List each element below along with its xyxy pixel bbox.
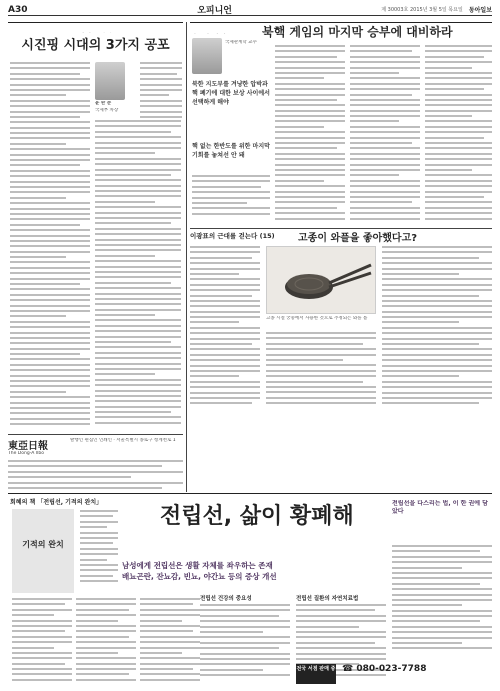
story-title: 고종이 와플을 좋아했다고? (298, 233, 418, 243)
article-body-left-b (95, 120, 181, 430)
page-number: A30 (8, 4, 28, 15)
pullquote-2: 핵 없는 한반도를 위한 마지막 기회를 놓쳐선 안 돼 (192, 143, 270, 159)
ad-book-blurb (80, 510, 118, 592)
column-divider (186, 22, 187, 492)
masthead-info: 발행인 편집인 인쇄인 · 서울특별시 종로구 청계천로 1 (70, 438, 176, 443)
ad-body-c (140, 598, 200, 686)
ad-phone-number: 080-023-7788 (356, 664, 427, 674)
waffle-iron-illustration (267, 247, 376, 314)
section-title: 오피니언 (197, 6, 232, 16)
rule-top-right (190, 22, 492, 23)
ad-side-body (392, 545, 492, 655)
column-kicker-left (8, 24, 183, 33)
ad-order-label: 전국 서점 판매 중 (296, 664, 336, 684)
ad-book-cover (12, 509, 74, 593)
ad-phone (342, 664, 492, 676)
masthead-name: 東亞日報 (8, 441, 48, 451)
story-body-b (266, 332, 376, 406)
issue-meta: 제 30003호 2015년 3월 5일 목요일 (381, 7, 463, 13)
byline-left: 윤 완 준 (95, 101, 112, 106)
story-photo-waffle-iron (266, 246, 376, 314)
byline-sub-right: 국제관계학 교수 (225, 40, 257, 45)
article-body-right-d (425, 45, 492, 223)
ad-col-heading-2: 전립선 질환의 자연치료법 (296, 596, 359, 602)
ad-body-d (200, 604, 290, 686)
story-body-a (190, 246, 260, 406)
story-kicker (190, 231, 310, 240)
story-caption: 고종 시절 궁중에서 사용한 것으로 추정되는 와플 틀 (266, 316, 368, 321)
ad-body-b (76, 598, 136, 686)
ad-body-a (12, 598, 72, 686)
ad-label: 회혜의 책 「전립선, 기적의 완치」 (10, 499, 103, 506)
column-title-right: 북핵 게임의 마지막 승부에 대비하라 (262, 25, 453, 39)
brand-name: 동아일보 (468, 7, 492, 14)
article-body-left-a (10, 62, 90, 430)
columnist-photo-right (192, 38, 222, 74)
ad-side-note: 전립선을 다스리는 법, 이 한 권에 담았다 (392, 500, 488, 515)
rule-top-left (8, 22, 183, 23)
column-title-left: 시진핑 시대의 3가지 공포 (21, 38, 170, 53)
rule-ad (8, 493, 492, 494)
article-body-right-c (350, 45, 420, 223)
ad-subhead-2: 배뇨곤란, 잔뇨감, 빈뇨, 야간뇨 등의 증상 개선 (122, 572, 277, 581)
byline-sub-left: 국제부 차장 (95, 108, 119, 113)
article-body-right-b (275, 45, 345, 223)
story-body-c (382, 246, 492, 406)
pullquote-1: 북한 지도부를 겨냥한 압박과 핵 폐기에 대한 보상 사이에서 선택하게 해야 (192, 81, 270, 106)
ad-subhead-1: 남성에게 전립선은 생활 자체를 좌우하는 존재 (122, 561, 273, 570)
story-number: (15) (259, 232, 275, 240)
masthead-latin: The Dong-A Ilbo (8, 451, 44, 456)
rule-masthead (8, 434, 183, 435)
page-header (8, 4, 492, 16)
ad-book-title: 기적의 완치 (22, 540, 64, 549)
article-body-left-c (140, 62, 182, 118)
columnist-photo-left (95, 62, 125, 100)
ad-headline: 전립선, 삶이 황폐해 (160, 504, 354, 529)
column-kicker-right (190, 25, 260, 34)
article-body-right-a (192, 175, 270, 220)
story-kicker-text: 이광표의 근대를 걷는다 (190, 232, 258, 240)
ad-col-heading-1: 전립선 건강의 중요성 (200, 596, 252, 602)
phone-icon: ☎ (342, 664, 354, 674)
masthead-details (8, 460, 183, 490)
